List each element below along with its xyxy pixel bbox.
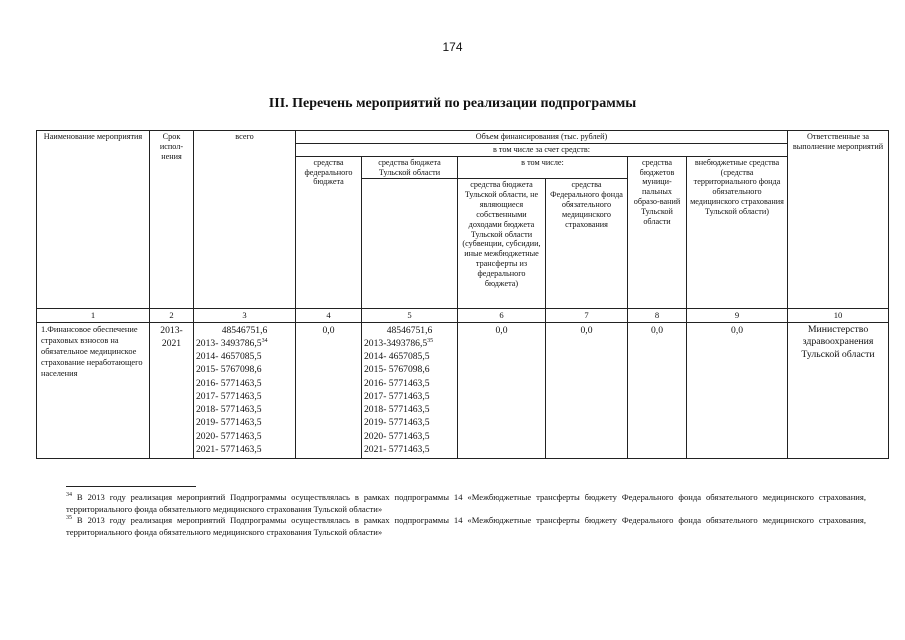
header-including-sources: в том числе за счет средств:: [296, 143, 788, 156]
year-value-text: 2015- 5767098,6: [196, 364, 262, 376]
year-value: [196, 363, 293, 376]
footnote-mark: 34: [66, 492, 72, 498]
footnote-text: В 2013 году реализация мероприятий Подпрограммы осуществлялась в рамках подпрограммы 14 «Межбюджетные трансферты бюджету Федерального фонда обязательного медицинского страхования, территориального фонда обязательного медицинского страхования Тульской области»: [66, 492, 866, 514]
header-total: всего: [194, 131, 296, 309]
column-number: 6: [458, 309, 546, 322]
header-including: в том числе:: [458, 156, 628, 179]
activity-name: 1.Финансовое обеспечение страховых взносов на обязательное медицинское страхование неработающего населения: [37, 322, 150, 458]
year-value-text: 2019- 5771463,5: [196, 417, 262, 429]
regional-years-list: [364, 337, 455, 456]
year-value: [364, 443, 455, 456]
year-value: [364, 390, 455, 403]
activity-responsible: Министерство здравоохранения Тульской области: [788, 322, 889, 458]
header-regional-blank: [362, 179, 458, 309]
activity-regional: [362, 322, 458, 458]
year-value-text: 2014- 4657085,5: [196, 351, 262, 363]
year-value: [196, 416, 293, 429]
activity-term: 2013-2021: [150, 322, 194, 458]
header-fund: средства Федерального фонда обязательного медицинского страхования: [546, 179, 628, 309]
footnote-34: [66, 492, 866, 515]
year-value: [196, 403, 293, 416]
header-extrabudget: внебюджетные средства (средства территориального фонда обязательного медицинского страхования Тульской области): [687, 156, 788, 309]
activity-federal: 0,0: [296, 322, 362, 458]
year-value: [196, 350, 293, 363]
column-number: 10: [788, 309, 889, 322]
year-value-text: 2017- 5771463,5: [364, 390, 430, 402]
header-responsible: Ответственные за выполнение мероприятий: [788, 131, 889, 309]
activity-regional-own: 0,0: [458, 322, 546, 458]
year-value: [364, 416, 455, 429]
header-term: Срок испол-нения: [150, 131, 194, 309]
year-value: [196, 443, 293, 456]
page-number: 174: [442, 40, 463, 54]
column-number: 8: [628, 309, 687, 322]
year-value: [364, 350, 455, 363]
header-regional-own: средства бюджета Тульской области, не являющиеся собственными доходами бюджета Тульской области (субвенции, субсидии, иные межбюджетные трансферты из федерального бюджета): [458, 179, 546, 309]
year-value: [196, 430, 293, 443]
year-value: [196, 377, 293, 390]
program-table: [36, 130, 889, 459]
footnote-mark: 35: [66, 515, 72, 522]
column-number: 9: [687, 309, 788, 322]
year-value-text: 2014- 4657085,5: [364, 351, 430, 363]
year-value-text: 2021- 5771463,5: [196, 443, 262, 455]
year-value: [364, 430, 455, 443]
footnote-text: В 2013 году реализация мероприятий Подпрограммы осуществлялась в рамках подпрограммы 14 «Межбюджетные трансферты бюджету Федерального фонда обязательного медицинского страхования, территориального фонда обязательного медицинского страхования Тульской области»: [66, 515, 866, 537]
column-number: 1: [37, 309, 150, 322]
year-value-text: 2019- 5771463,5: [364, 417, 430, 429]
year-value: [364, 403, 455, 416]
activity-municipal: 0,0: [628, 322, 687, 458]
activity-fund: 0,0: [546, 322, 628, 458]
year-value: [196, 337, 293, 350]
table-row: [37, 322, 889, 458]
column-number: 3: [194, 309, 296, 322]
header-federal: средства федерального бюджета: [296, 156, 362, 309]
column-number-row: [37, 309, 889, 322]
footnote-ref: 35: [427, 337, 434, 344]
year-value-text: 2015- 5767098,6: [364, 364, 430, 376]
header-municipal: средства бюджетов муници-пальных образо-ваний Тульской области: [628, 156, 687, 309]
header-name: Наименование мероприятия: [37, 131, 150, 309]
year-value-text: 2016- 5771463,5: [196, 377, 262, 389]
footnote-ref: 34: [261, 337, 268, 344]
year-value: [196, 390, 293, 403]
year-value: [364, 363, 455, 376]
total-years-list: [196, 337, 293, 456]
year-value-text: 2016- 5771463,5: [364, 377, 430, 389]
year-value-text: 2018- 5771463,5: [196, 404, 262, 416]
regional-sum: 48546751,6: [386, 324, 433, 336]
column-number: 2: [150, 309, 194, 322]
year-value: [364, 337, 455, 350]
header-row-1: [37, 131, 889, 144]
year-value-text: 2017- 5771463,5: [196, 390, 262, 402]
year-value-text: 2018- 5771463,5: [364, 404, 430, 416]
activity-total: [194, 322, 296, 458]
year-value-text: 2013-3493786,5: [364, 337, 428, 349]
year-value-text: 2020- 5771463,5: [196, 430, 262, 442]
year-value-text: 2021- 5771463,5: [364, 443, 430, 455]
column-number: 5: [362, 309, 458, 322]
total-sum: 48546751,6: [221, 324, 268, 336]
footnote-35: [66, 515, 866, 538]
footnotes: [66, 492, 866, 538]
year-value: [364, 377, 455, 390]
column-number: 4: [296, 309, 362, 322]
header-funding-group: Объем финансирования (тыс. рублей): [296, 131, 788, 144]
year-value-text: 2013- 3493786,5: [196, 337, 262, 349]
column-number: 7: [546, 309, 628, 322]
activity-extrabudget: 0,0: [687, 322, 788, 458]
footnote-divider: [66, 486, 196, 487]
year-value-text: 2020- 5771463,5: [364, 430, 430, 442]
section-title: III. Перечень мероприятий по реализации подпрограммы: [268, 96, 637, 111]
header-regional: средства бюджета Тульской области: [362, 156, 458, 179]
